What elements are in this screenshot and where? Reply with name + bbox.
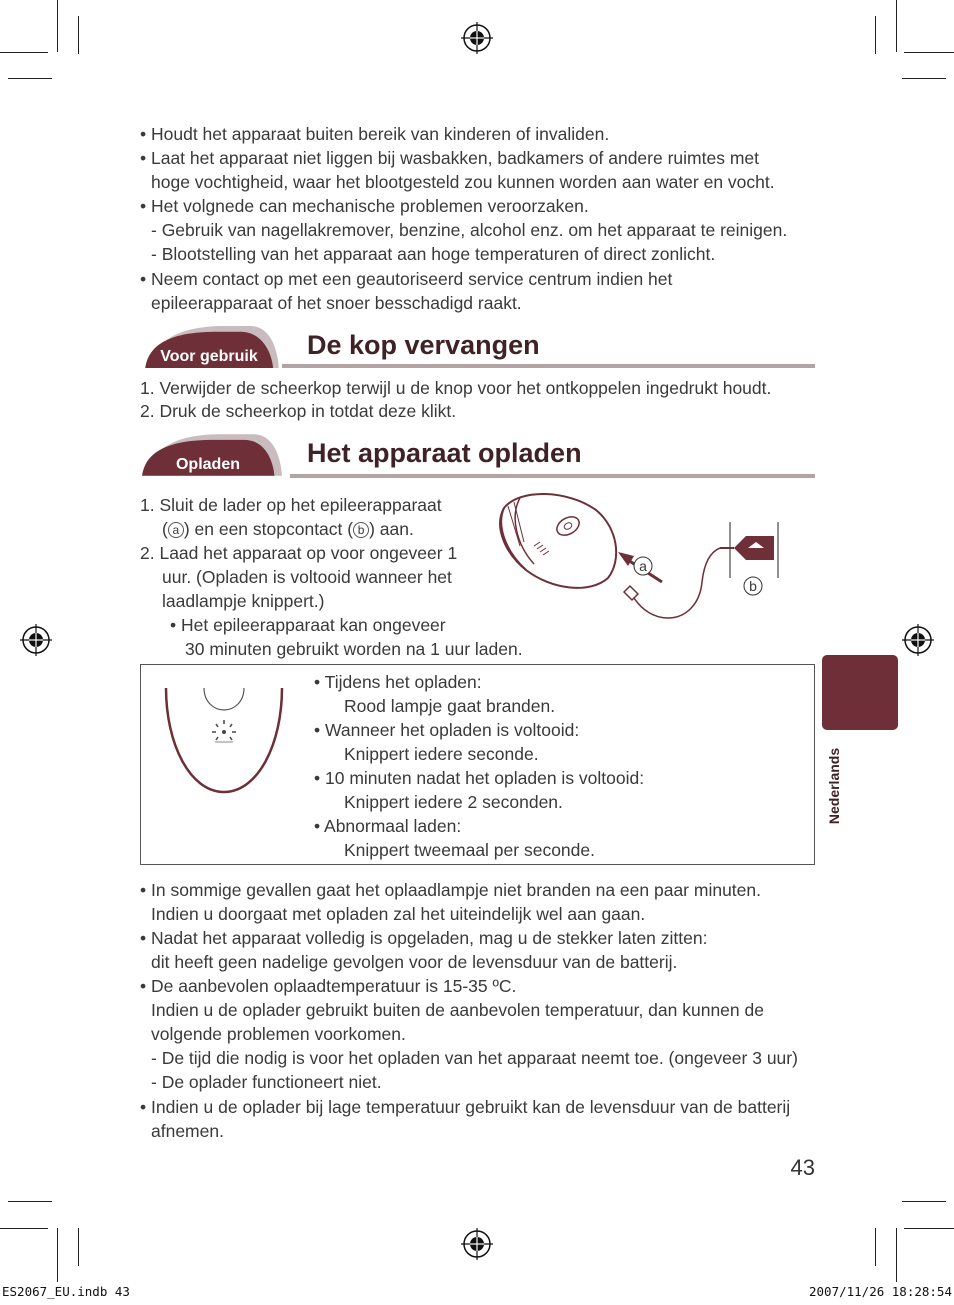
section-rule [282, 364, 815, 368]
status-label: • Tijdens het opladen: [314, 672, 482, 692]
status-label: • 10 minuten nadat het opladen is voltooid: [314, 768, 645, 788]
page-number: 43 [790, 1155, 815, 1180]
note-line: 30 minuten gebruikt worden na 1 uur laden. [185, 639, 523, 659]
status-label: • Abnormaal laden: [314, 816, 462, 836]
step-line: 1. Verwijder de scheerkop terwijl u de knop voor het ontkoppelen ingedrukt houdt. [140, 378, 772, 398]
status-value: Knippert tweemaal per seconde. [344, 840, 595, 860]
bullet-line: • Laat het apparaat niet liggen bij wasbakken, badkamers of andere ruimtes met [140, 148, 759, 168]
step-line: 2. Druk de scheerkop in totdat deze klikt. [140, 401, 457, 421]
bullet-line: Indien u de oplader gebruikt buiten de aanbevolen temperatuur, dan kunnen de [151, 1000, 764, 1020]
language-tab-label: Nederlands [826, 747, 842, 825]
callout-b-icon: b [353, 522, 369, 538]
bullet-line: epileerapparaat of het snoer besschadigd raakt. [151, 293, 522, 313]
bullet-line: - Gebruik van nagellakremover, benzine, alcohol enz. om het apparaat te reinigen. [151, 220, 788, 240]
section-tab-label: Opladen [175, 456, 240, 473]
note-line: • Het epileerapparaat kan ongeveer [170, 615, 446, 635]
section-title: De kop vervangen [307, 330, 540, 360]
bullet-line: • Het volgnede can mechanische problemen veroorzaken. [140, 196, 589, 216]
section-rule [290, 474, 815, 478]
registration-mark-icon [461, 22, 493, 54]
bullet-line: volgende problemen voorkomen. [151, 1024, 406, 1044]
step-text: ) en een stopcontact ( [183, 519, 354, 539]
bullet-line: hoge vochtigheid, waar het blootgesteld zou kunnen worden aan water en vocht. [151, 172, 775, 192]
figure-label-a: a [639, 558, 647, 574]
section-title: Het apparaat opladen [307, 438, 582, 468]
print-slug-file: ES2067_EU.indb 43 [2, 1284, 130, 1299]
registration-mark-icon [461, 1228, 493, 1260]
bullet-line: • Houdt het apparaat buiten bereik van kinderen of invaliden. [140, 124, 610, 144]
bullet-line: - Blootstelling van het apparaat aan hoge temperaturen of direct zonlicht. [151, 244, 716, 264]
step-line: 1. Sluit de lader op het epileerapparaat [140, 495, 442, 515]
step-line: uur. (Opladen is voltooid wanneer het [162, 567, 452, 587]
bullet-line: afnemen. [151, 1121, 224, 1141]
bullet-line: - De tijd die nodig is voor het opladen van het apparaat neemt toe. (ongeveer 3 uur) [151, 1048, 798, 1068]
bullet-line: • Neem contact op met een geautoriseerd service centrum indien het [140, 269, 673, 289]
bullet-line: • Nadat het apparaat volledig is opgeladen, mag u de stekker laten zitten: [140, 928, 708, 948]
language-tab-marker [822, 655, 898, 730]
bullet-line: • In sommige gevallen gaat het oplaadlampje niet branden na een paar minuten. [140, 880, 761, 900]
charging-lamp-illustration [160, 684, 290, 800]
callout-a-icon: a [168, 522, 184, 538]
status-value: Knippert iedere seconde. [344, 744, 539, 764]
step-text: ( [162, 519, 168, 539]
print-slug-date: 2007/11/26 18:28:54 [809, 1284, 952, 1299]
step-line [162, 517, 414, 541]
status-label: • Wanneer het opladen is voltooid: [314, 720, 580, 740]
status-value: Rood lampje gaat branden. [344, 696, 556, 716]
bullet-line: dit heeft geen nadelige gevolgen voor de levensduur van de batterij. [151, 952, 678, 972]
step-line: 2. Laad het apparaat op voor ongeveer 1 [140, 543, 458, 563]
status-value: Knippert iedere 2 seconden. [344, 792, 563, 812]
figure-label-b: b [749, 578, 757, 594]
bullet-line: Indien u doorgaat met opladen zal het uiteindelijk wel aan gaan. [151, 904, 646, 924]
step-text: ) aan. [369, 519, 414, 539]
registration-mark-icon [902, 624, 934, 656]
bullet-line: - De oplader functioneert niet. [151, 1072, 382, 1092]
step-line: laadlampje knippert.) [162, 591, 325, 611]
section-tab-label: Voor gebruik [160, 348, 258, 365]
bullet-line: • De aanbevolen oplaadtemperatuur is 15-35 ºC. [140, 976, 517, 996]
registration-mark-icon [20, 624, 52, 656]
bullet-line: • Indien u de oplader bij lage temperatuur gebruikt kan de levensduur van de batterij [140, 1097, 791, 1117]
